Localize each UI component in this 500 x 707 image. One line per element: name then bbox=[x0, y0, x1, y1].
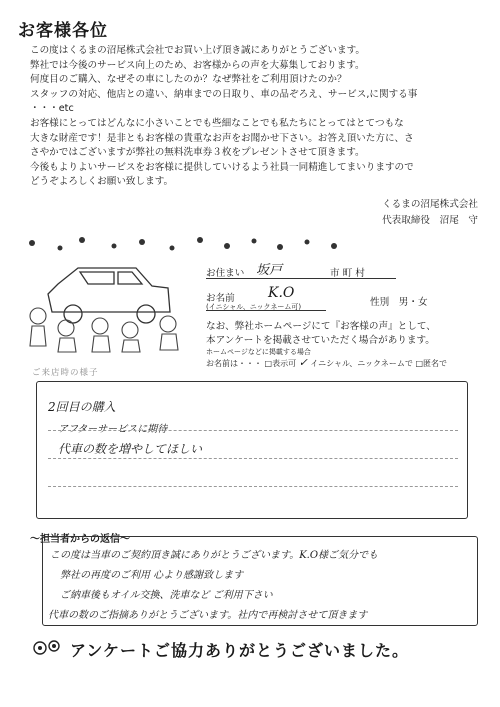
intro-line: ・・・etc bbox=[30, 103, 74, 115]
intro-line: 弊社では今後のサービス向上のため、お客様からの声を大募集しております。 bbox=[30, 59, 365, 71]
response-line: この度は当車のご契約頂き誠にありがとうございます。K.O様ご気分でも bbox=[50, 550, 379, 561]
response-line: ご納車後もオイル交換、洗車など ご利用下さい bbox=[60, 590, 273, 601]
notice-small: ホームページなどに掲載する場合 bbox=[206, 348, 311, 356]
intro-text bbox=[30, 44, 490, 190]
checkmark-icon[interactable]: ✓ bbox=[298, 356, 308, 369]
company-representative: 代表取締役 沼尾 守 bbox=[382, 215, 478, 226]
gender-label[interactable]: 性別 男・女 bbox=[370, 297, 428, 308]
intro-line: さやかではございますが弊社の無料洗車券３枚をプレゼントさせて頂きます。 bbox=[30, 147, 365, 159]
car-illustration bbox=[18, 254, 194, 354]
name-value[interactable]: K.O bbox=[268, 285, 295, 301]
intro-line: 今後もよりよいサービスをお客様に提供していけるよう社員一同精進してまいりますので bbox=[30, 161, 414, 173]
intro-line: 大きな財産です！是非ともお客様の貴重なお声をお聞かせ下さい。お答え頂いた方に、さ bbox=[30, 132, 414, 144]
illustration-caption: ご来店時の様子 bbox=[32, 368, 99, 378]
ruled-line bbox=[48, 430, 458, 431]
intro-line: 何度目のご購入、なぜその車にしたのか？なぜ弊社をご利用頂けたのか？ bbox=[30, 74, 347, 86]
option-display-ok[interactable]: □表示可 bbox=[264, 359, 297, 368]
intro-line: スタッフの対応、他店との違い、納車までの日取り、車の品ぞろえ、サービス,に関する事 bbox=[30, 88, 418, 100]
notice-line-2: 本アンケートを掲載させていただく場合があります。 bbox=[206, 335, 435, 346]
name-label: お名前 bbox=[206, 293, 235, 304]
intro-line: この度はくるまの沼尾株式会社でお買い上げ頂き誠にありがとうございます。 bbox=[30, 45, 366, 56]
thanks-message: アンケートご協力ありがとうございました。 bbox=[70, 641, 410, 660]
option-anonymous[interactable]: □匿名で bbox=[415, 359, 448, 368]
address-underline bbox=[206, 278, 396, 279]
address-label: お住まい bbox=[206, 268, 245, 279]
name-sublabel: (イニシャル、ニックネーム可) bbox=[206, 303, 302, 311]
options-label: お名前は・・・ bbox=[206, 359, 262, 368]
comment-line: 代車の数を増やしてほしい bbox=[58, 442, 203, 456]
response-line: 代車の数のご指摘ありがとうございます。社内で再検討させて頂きます bbox=[48, 610, 368, 621]
intro-line: どうぞよろしくお願い致します。 bbox=[30, 176, 174, 188]
response-line: 弊社の再度のご利用 心より感謝致します bbox=[60, 570, 244, 581]
intro-line: お客様にとってはどんなに小さいことでも些細なことでも私たちにとってはとてつもな bbox=[30, 117, 404, 129]
company-name: くるまの沼尾株式会社 bbox=[382, 199, 478, 210]
option-initials[interactable]: イニシャル、ニックネームで bbox=[310, 359, 413, 368]
response-header: ～担当者からの返信～ bbox=[30, 534, 130, 545]
flower-icon bbox=[28, 636, 64, 660]
ruled-line bbox=[48, 486, 458, 487]
address-value[interactable]: 坂戸 bbox=[256, 263, 283, 278]
comment-line: 2回目の購入 bbox=[48, 400, 116, 414]
comment-line: アフターサービスに期待 bbox=[58, 424, 168, 435]
page-title: お客様各位 bbox=[18, 21, 108, 41]
notice-line-1: なお、弊社ホームページにて『お客様の声』として、 bbox=[206, 321, 436, 332]
display-options bbox=[206, 356, 447, 369]
name-underline bbox=[206, 310, 326, 311]
ruled-line bbox=[48, 458, 458, 459]
address-suffix: 市 町 村 bbox=[330, 268, 365, 279]
